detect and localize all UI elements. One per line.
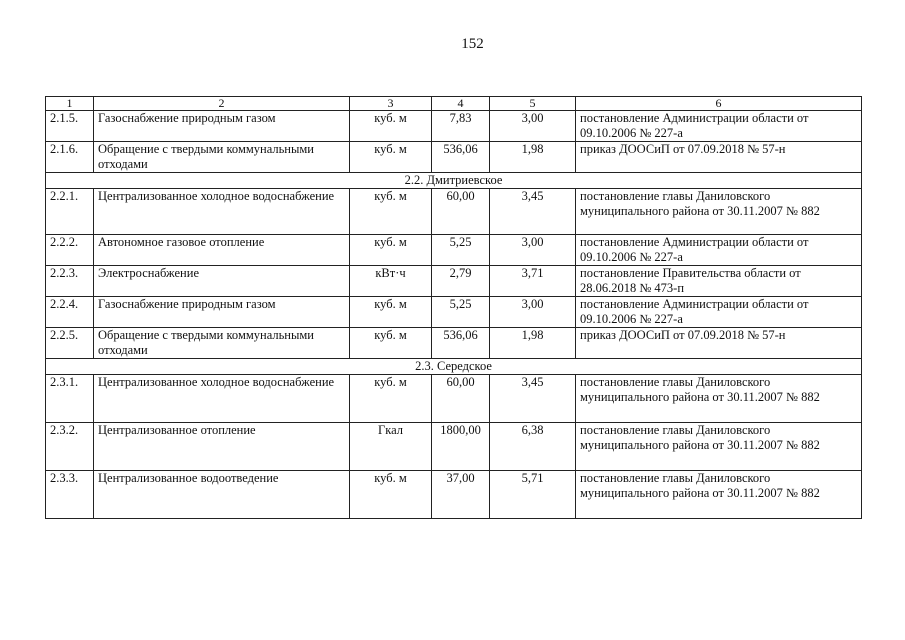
rate-value: 3,00 [490, 297, 576, 328]
page-number: 152 [461, 36, 484, 52]
table-row [46, 235, 862, 266]
service-name: Централизованное водоотведение [94, 471, 350, 519]
service-name: Автономное газовое отопление [94, 235, 350, 266]
legal-basis: приказ ДООСиП от 07.09.2018 № 57-н [576, 328, 862, 359]
legal-basis: постановление Администрации области от 09.10.2006 № 227-а [576, 297, 862, 328]
rate-value: 3,00 [490, 111, 576, 142]
row-number: 2.3.2. [46, 423, 94, 471]
header-cell-1: 1 [46, 97, 94, 111]
table-row [46, 189, 862, 235]
legal-basis: приказ ДООСиП от 07.09.2018 № 57-н [576, 142, 862, 173]
norm-value: 60,00 [432, 189, 490, 235]
table-row [46, 266, 862, 297]
row-number: 2.2.2. [46, 235, 94, 266]
norm-value: 7,83 [432, 111, 490, 142]
rate-value: 1,98 [490, 142, 576, 173]
row-number: 2.1.6. [46, 142, 94, 173]
table-row [46, 328, 862, 359]
rate-value: 1,98 [490, 328, 576, 359]
service-name: Газоснабжение природным газом [94, 111, 350, 142]
legal-basis: постановление главы Даниловского муниципального района от 30.11.2007 № 882 [576, 471, 862, 519]
rate-value: 5,71 [490, 471, 576, 519]
table-row [46, 142, 862, 173]
row-number: 2.3.1. [46, 375, 94, 423]
header-cell-3: 3 [350, 97, 432, 111]
row-number: 2.2.3. [46, 266, 94, 297]
legal-basis: постановление Администрации области от 09.10.2006 № 227-а [576, 111, 862, 142]
header-cell-6: 6 [576, 97, 862, 111]
norm-value: 5,25 [432, 297, 490, 328]
unit: куб. м [350, 471, 432, 519]
rate-value: 3,00 [490, 235, 576, 266]
row-number: 2.3.3. [46, 471, 94, 519]
unit: куб. м [350, 235, 432, 266]
rate-value: 3,45 [490, 375, 576, 423]
header-cell-2: 2 [94, 97, 350, 111]
table-row [46, 297, 862, 328]
service-name: Централизованное отопление [94, 423, 350, 471]
unit: куб. м [350, 297, 432, 328]
table-row [46, 471, 862, 519]
norm-value: 37,00 [432, 471, 490, 519]
tariff-table [45, 96, 862, 519]
service-name: Централизованное холодное водоснабжение [94, 189, 350, 235]
unit: куб. м [350, 328, 432, 359]
service-name: Газоснабжение природным газом [94, 297, 350, 328]
rate-value: 3,45 [490, 189, 576, 235]
unit: куб. м [350, 375, 432, 423]
legal-basis: постановление Администрации области от 09.10.2006 № 227-а [576, 235, 862, 266]
section-title: 2.2. Дмитриевское [46, 173, 862, 189]
row-number: 2.1.5. [46, 111, 94, 142]
table-row [46, 423, 862, 471]
legal-basis: постановление главы Даниловского муниципального района от 30.11.2007 № 882 [576, 189, 862, 235]
header-cell-5: 5 [490, 97, 576, 111]
service-name: Обращение с твердыми коммунальными отходами [94, 328, 350, 359]
service-name: Централизованное холодное водоснабжение [94, 375, 350, 423]
service-name: Электроснабжение [94, 266, 350, 297]
norm-value: 60,00 [432, 375, 490, 423]
service-name: Обращение с твердыми коммунальными отходами [94, 142, 350, 173]
rate-value: 3,71 [490, 266, 576, 297]
row-number: 2.2.4. [46, 297, 94, 328]
header-cell-4: 4 [432, 97, 490, 111]
table-row [46, 375, 862, 423]
row-number: 2.2.5. [46, 328, 94, 359]
row-number: 2.2.1. [46, 189, 94, 235]
legal-basis: постановление главы Даниловского муниципального района от 30.11.2007 № 882 [576, 423, 862, 471]
legal-basis: постановление главы Даниловского муниципального района от 30.11.2007 № 882 [576, 375, 862, 423]
section-row [46, 359, 862, 375]
header-row [46, 97, 862, 111]
unit: кВт·ч [350, 266, 432, 297]
norm-value: 1800,00 [432, 423, 490, 471]
norm-value: 536,06 [432, 328, 490, 359]
norm-value: 2,79 [432, 266, 490, 297]
unit: куб. м [350, 189, 432, 235]
rate-value: 6,38 [490, 423, 576, 471]
unit: куб. м [350, 111, 432, 142]
section-title: 2.3. Середское [46, 359, 862, 375]
table-row [46, 111, 862, 142]
unit: Гкал [350, 423, 432, 471]
norm-value: 5,25 [432, 235, 490, 266]
norm-value: 536,06 [432, 142, 490, 173]
legal-basis: постановление Правительства области от 28.06.2018 № 473-п [576, 266, 862, 297]
unit: куб. м [350, 142, 432, 173]
section-row [46, 173, 862, 189]
